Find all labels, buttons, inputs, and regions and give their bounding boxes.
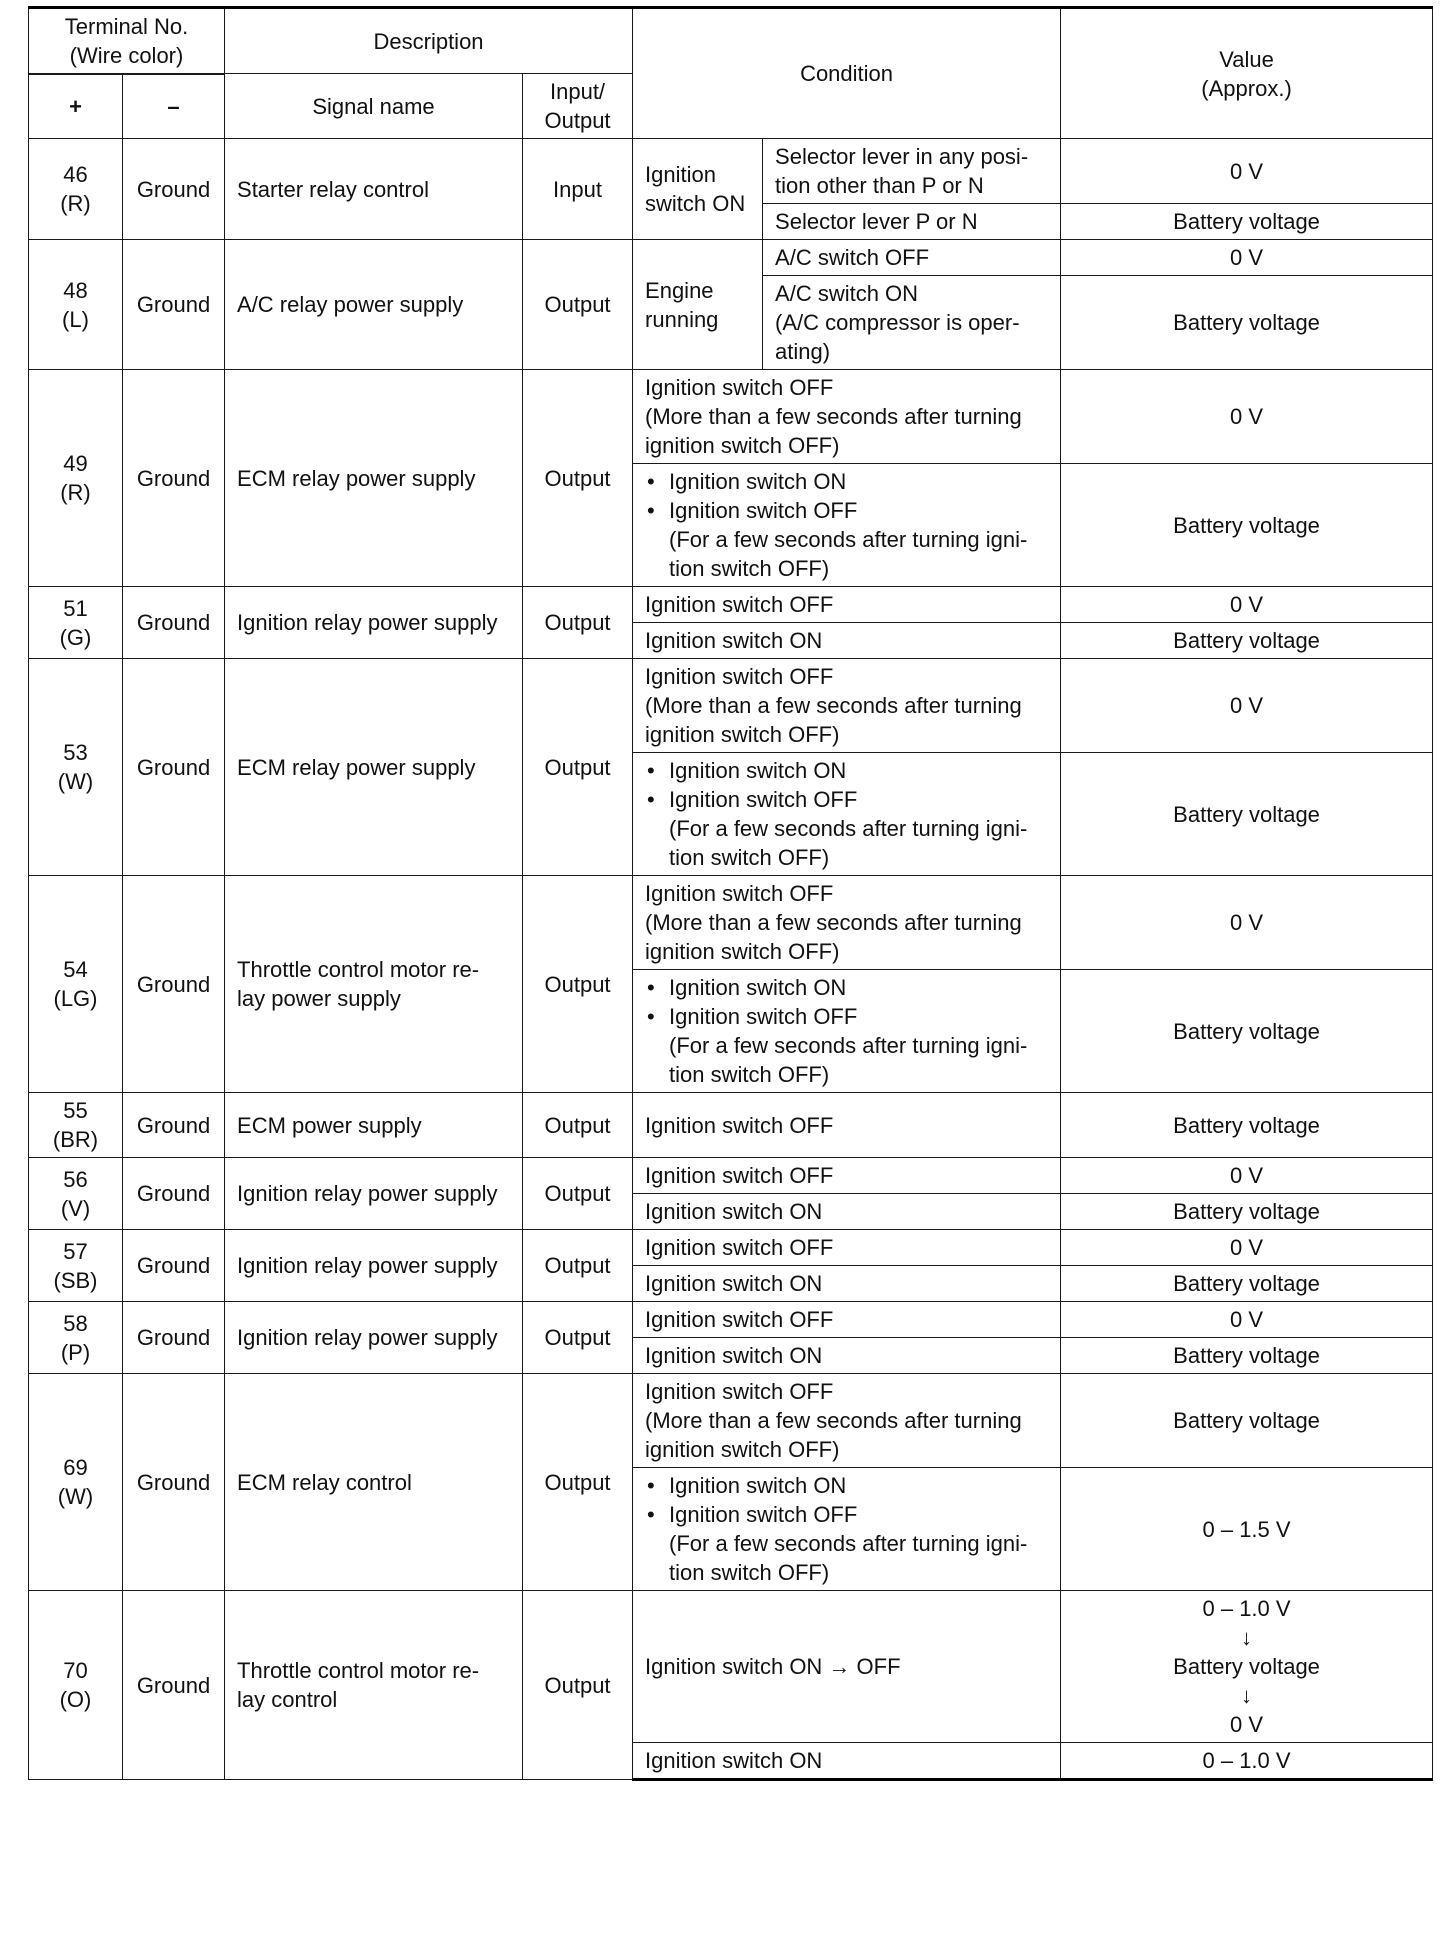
signal-line: lay power supply (237, 986, 401, 1011)
terminal-number: 57 (63, 1238, 88, 1264)
terminal-cell (29, 1302, 123, 1374)
io-cell: Output (523, 1093, 633, 1158)
io-cell: Output (523, 1374, 633, 1591)
table-row (29, 139, 1433, 204)
condition-cell (633, 659, 1061, 753)
condition-line: tion switch OFF) (669, 556, 830, 581)
value-cell: 0 V (1061, 659, 1433, 753)
condition-line: ignition switch OFF) (645, 1437, 840, 1462)
wire-color: (BR) (52, 1127, 99, 1152)
terminal-cell (29, 1093, 123, 1158)
condition-line: Ignition switch OFF (645, 375, 834, 400)
down-arrow-icon: ↓ (1241, 1625, 1253, 1650)
terminal-number: 48 (63, 277, 88, 303)
value-cell: Battery voltage (1061, 276, 1433, 370)
terminal-cell (29, 876, 123, 1093)
condition-cell: Ignition switch ON (633, 1266, 1061, 1302)
signal-name-header: Signal name (225, 74, 523, 139)
condition-group-line: Engine (645, 277, 714, 303)
terminal-cell (29, 1374, 123, 1591)
value-cell: Battery voltage (1061, 1194, 1433, 1230)
condition-list (645, 973, 1048, 1031)
terminal-header (29, 8, 225, 74)
value-cell: Battery voltage (1061, 1374, 1433, 1468)
condition-line: tion switch OFF) (669, 1560, 830, 1585)
list-item: • Ignition switch OFF (645, 1500, 1048, 1529)
signal-name: ECM power supply (225, 1093, 523, 1158)
terminal-cell (29, 659, 123, 876)
signal-name (225, 876, 523, 1093)
terminal-no-label: Terminal No. (64, 14, 189, 39)
list-item: • Ignition switch ON (645, 467, 1048, 496)
condition-line: ignition switch OFF) (645, 722, 840, 747)
signal-name: ECM relay control (225, 1374, 523, 1591)
list-item: • Ignition switch OFF (645, 785, 1048, 814)
table-row (29, 1093, 1433, 1158)
value-line: 0 – 1.0 V (1202, 1596, 1291, 1621)
terminal-number: 49 (63, 451, 88, 476)
table-header (29, 8, 1433, 139)
table-row (29, 1591, 1433, 1743)
signal-name: Starter relay control (225, 139, 523, 240)
signal-name: Ignition relay power supply (225, 587, 523, 659)
condition-list (645, 467, 1048, 525)
ground-cell: Ground (123, 1230, 225, 1302)
terminal-cell (29, 139, 123, 240)
terminal-number: 56 (63, 1166, 88, 1192)
condition-cell: Ignition switch OFF (633, 1302, 1061, 1338)
condition-group (633, 240, 763, 370)
condition-line: (More than a few seconds after turning (645, 693, 1022, 718)
io-label-1: Input/ (550, 79, 606, 104)
condition-cell: Ignition switch ON → OFF (633, 1591, 1061, 1743)
signal-name: A/C relay power supply (225, 240, 523, 370)
ground-cell: Ground (123, 659, 225, 876)
list-item: • Ignition switch OFF (645, 496, 1048, 525)
io-cell: Output (523, 1591, 633, 1780)
signal-name: ECM relay power supply (225, 370, 523, 587)
value-cell: 0 V (1061, 370, 1433, 464)
value-cell (1061, 1591, 1433, 1743)
signal-line: Throttle control motor re- (237, 957, 480, 982)
condition-cell (633, 370, 1061, 464)
ground-cell: Ground (123, 1591, 225, 1780)
value-cell: 0 V (1061, 587, 1433, 623)
list-item: • Ignition switch OFF (645, 1002, 1048, 1031)
table-body (29, 139, 1433, 1780)
terminal-cell (29, 1230, 123, 1302)
table-row (29, 1158, 1433, 1194)
io-cell: Output (523, 876, 633, 1093)
value-cell: 0 V (1061, 1230, 1433, 1266)
condition-line: (A/C compressor is oper- (775, 310, 1020, 335)
value-cell: Battery voltage (1061, 623, 1433, 659)
condition-group (633, 139, 763, 240)
condition-group-line: switch ON (645, 191, 746, 216)
condition-cell: Ignition switch ON (633, 1743, 1061, 1780)
wire-color-label: (Wire color) (69, 43, 184, 68)
table-row (29, 1374, 1433, 1468)
terminal-table-page (28, 6, 1432, 1781)
signal-name: Ignition relay power supply (225, 1158, 523, 1230)
description-header: Description (225, 8, 633, 74)
condition-line: (For a few seconds after turning igni- (669, 816, 1028, 841)
terminal-cell (29, 370, 123, 587)
value-cell: 0 – 1.5 V (1061, 1468, 1433, 1591)
wire-color: (G) (59, 624, 92, 650)
value-cell: Battery voltage (1061, 1093, 1433, 1158)
terminal-cell (29, 1158, 123, 1230)
condition-cell: Ignition switch OFF (633, 1230, 1061, 1266)
condition-cell: Ignition switch OFF (633, 1158, 1061, 1194)
io-cell: Output (523, 370, 633, 587)
condition-cell: Selector lever P or N (763, 204, 1061, 240)
condition-line: tion other than P or N (775, 173, 984, 198)
value-cell: 0 V (1061, 876, 1433, 970)
value-cell: Battery voltage (1061, 753, 1433, 876)
io-label-2: Output (544, 108, 611, 133)
signal-name: Ignition relay power supply (225, 1302, 523, 1374)
condition-line: (More than a few seconds after turning (645, 404, 1022, 429)
condition-line: Selector lever in any posi- (775, 144, 1029, 169)
table-row (29, 1230, 1433, 1266)
condition-list (645, 1471, 1048, 1529)
value-line: 0 V (1230, 1712, 1264, 1737)
condition-group-line: running (645, 306, 719, 332)
table-row (29, 370, 1433, 464)
condition-cell: Ignition switch ON (633, 623, 1061, 659)
condition-cell (633, 753, 1061, 876)
io-cell: Output (523, 659, 633, 876)
io-cell: Input (523, 139, 633, 240)
condition-cell (633, 970, 1061, 1093)
table-row (29, 659, 1433, 753)
value-cell: Battery voltage (1061, 970, 1433, 1093)
wire-color: (LG) (53, 986, 98, 1011)
value-cell: Battery voltage (1061, 204, 1433, 240)
signal-name: ECM relay power supply (225, 659, 523, 876)
ground-cell: Ground (123, 370, 225, 587)
table-row (29, 240, 1433, 276)
wire-color: (R) (60, 191, 91, 216)
signal-line: Throttle control motor re- (237, 1658, 480, 1683)
table-row (29, 587, 1433, 623)
ground-cell: Ground (123, 587, 225, 659)
terminal-cell (29, 240, 123, 370)
terminal-number: 51 (63, 595, 88, 621)
ground-cell: Ground (123, 876, 225, 1093)
io-header (523, 74, 633, 139)
io-cell: Output (523, 587, 633, 659)
condition-cell (763, 276, 1061, 370)
terminal-number: 58 (63, 1310, 88, 1336)
condition-line: (For a few seconds after turning igni- (669, 1033, 1028, 1058)
condition-line: ating) (775, 339, 831, 364)
value-header (1061, 8, 1433, 139)
down-arrow-icon: ↓ (1241, 1683, 1253, 1708)
terminal-cell (29, 1591, 123, 1780)
condition-line: (For a few seconds after turning igni- (669, 1531, 1028, 1556)
io-cell: Output (523, 1158, 633, 1230)
signal-line: lay control (237, 1687, 338, 1712)
ecm-terminal-table (28, 6, 1433, 1781)
condition-cell: Ignition switch ON (633, 1338, 1061, 1374)
terminal-number: 53 (63, 740, 88, 765)
value-cell: Battery voltage (1061, 464, 1433, 587)
signal-name: Ignition relay power supply (225, 1230, 523, 1302)
value-cell: 0 – 1.0 V (1061, 1743, 1433, 1780)
plus-header: + (29, 75, 123, 139)
terminal-number: 55 (63, 1098, 88, 1123)
ground-cell: Ground (123, 1302, 225, 1374)
condition-header: Condition (633, 8, 1061, 139)
ground-cell: Ground (123, 1158, 225, 1230)
condition-cell: A/C switch OFF (763, 240, 1061, 276)
condition-line: A/C switch ON (775, 281, 919, 306)
list-item: • Ignition switch ON (645, 756, 1048, 785)
value-cell: 0 V (1061, 1302, 1433, 1338)
value-label: Value (1219, 46, 1274, 72)
wire-color: (V) (60, 1195, 91, 1221)
terminal-cell (29, 587, 123, 659)
condition-line: tion switch OFF) (669, 845, 830, 870)
io-cell: Output (523, 1230, 633, 1302)
condition-group-line: Ignition (645, 162, 716, 187)
minus-header: – (123, 75, 225, 139)
condition-cell (633, 876, 1061, 970)
ground-cell: Ground (123, 139, 225, 240)
condition-line: (More than a few seconds after turning (645, 1408, 1022, 1433)
wire-color: (W) (57, 1484, 94, 1509)
value-line: Battery voltage (1173, 1654, 1320, 1679)
io-cell: Output (523, 1302, 633, 1374)
condition-line: Ignition switch OFF (645, 1379, 834, 1404)
wire-color: (P) (60, 1339, 91, 1365)
ground-cell: Ground (123, 1374, 225, 1591)
condition-list (645, 756, 1048, 814)
io-cell: Output (523, 240, 633, 370)
value-cell: Battery voltage (1061, 1266, 1433, 1302)
condition-cell (763, 139, 1061, 204)
condition-line: (More than a few seconds after turning (645, 910, 1022, 935)
list-item: • Ignition switch ON (645, 973, 1048, 1002)
terminal-number: 69 (63, 1455, 88, 1480)
condition-line: Ignition switch OFF (645, 881, 834, 906)
condition-cell: Ignition switch OFF (633, 587, 1061, 623)
condition-cell (633, 464, 1061, 587)
value-cell: 0 V (1061, 139, 1433, 204)
condition-cell: Ignition switch OFF (633, 1093, 1061, 1158)
value-cell: 0 V (1061, 240, 1433, 276)
value-cell: Battery voltage (1061, 1338, 1433, 1374)
condition-cell (633, 1468, 1061, 1591)
wire-color: (R) (60, 480, 91, 505)
wire-color: (SB) (53, 1267, 98, 1293)
ground-cell: Ground (123, 240, 225, 370)
ground-cell: Ground (123, 1093, 225, 1158)
table-row (29, 1302, 1433, 1338)
condition-line: (For a few seconds after turning igni- (669, 527, 1028, 552)
condition-line: Ignition switch OFF (645, 664, 834, 689)
terminal-number: 46 (63, 162, 88, 187)
terminal-number: 70 (63, 1658, 88, 1683)
signal-name (225, 1591, 523, 1780)
condition-line: tion switch OFF) (669, 1062, 830, 1087)
terminal-number: 54 (63, 957, 88, 982)
condition-line: ignition switch OFF) (645, 939, 840, 964)
list-item: • Ignition switch ON (645, 1471, 1048, 1500)
wire-color: (O) (59, 1687, 92, 1712)
condition-cell: Ignition switch ON (633, 1194, 1061, 1230)
value-cell: 0 V (1061, 1158, 1433, 1194)
condition-cell (633, 1374, 1061, 1468)
approx-label: (Approx.) (1201, 75, 1292, 101)
condition-line: ignition switch OFF) (645, 433, 840, 458)
table-row (29, 876, 1433, 970)
wire-color: (L) (62, 306, 89, 332)
wire-color: (W) (57, 769, 94, 794)
